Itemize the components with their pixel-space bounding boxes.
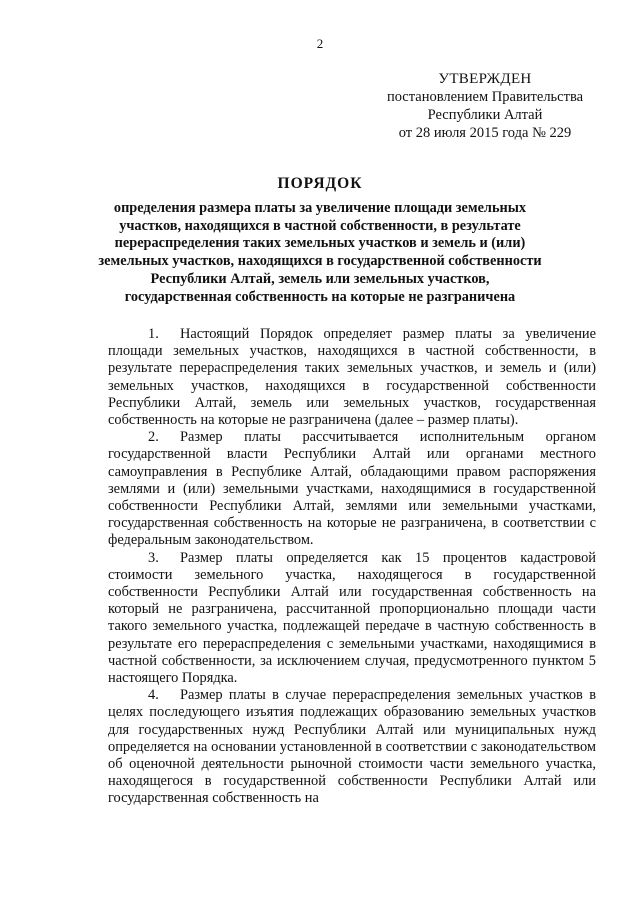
- document-title: ПОРЯДОК: [277, 175, 363, 192]
- approval-line-3: от 28 июля 2015 года № 229: [398, 125, 572, 141]
- paragraph-text: Размер платы в случае перераспределения земельных участков в целях последующего изъятия подлежащих образованию земельных участков для государственных нужд Республики Алтай или муниципальных нужд определяется на основании установленной в соответствии с законодательством об оценочной деятельности рыночной стоимости части земельного участка, находящегося в государственной собственности Республики Алтай или государственная собственность на: [108, 687, 596, 807]
- approval-line-1: постановлением Правительства: [386, 89, 584, 105]
- paragraph-number: 3.: [148, 549, 159, 566]
- paragraph-4: [108, 687, 596, 807]
- document-heading: [96, 174, 544, 306]
- paragraph-number: 4.: [148, 687, 159, 704]
- approval-stamp-block: [380, 70, 590, 142]
- paragraph-text: Размер платы рассчитывается исполнительным органом государственной власти Республики Алтай или органами местного самоуправления в Республике Алтай, обладающими правом распоряжения землями и (или) земельными участками, находящимися в государственной собственности Республики Алтай, землями или земельными участками, государственная собственность на которые не разграничена, в соответствии с федеральным законодательством.: [108, 429, 596, 549]
- paragraph-1: [108, 326, 596, 429]
- paragraph-number: 2.: [148, 429, 159, 446]
- page-number: 2: [316, 36, 324, 51]
- document-body: [108, 326, 596, 808]
- paragraph-text: Настоящий Порядок определяет размер платы за увеличение площади земельных участков, находящихся в частной собственности, в результате перераспределения таких земельных участков, и земель и (или) земельных участков, находящихся в государственной собственности Республики Алтай, земель или земельных участков, государственная собственность на которые не разграничена (далее – размер платы).: [108, 326, 596, 429]
- paragraph-text: Размер платы определяется как 15 процентов кадастровой стоимости земельного участка, находящегося в государственной собственности Республики Алтай или государственная собственность на который не разграничена, рассчитанной пропорционально площади части такого земельного участка, подлежащей передаче в частную собственность в результате его перераспределения с земельными участками, находящимися в частной собственности, за исключением случая, предусмотренного пунктом 5 настоящего Порядка.: [108, 549, 596, 687]
- paragraph-number: 1.: [148, 326, 159, 342]
- approval-line-2: Республики Алтай: [427, 107, 543, 123]
- approval-stamp: УТВЕРЖДЕН: [438, 71, 532, 87]
- paragraph-3: [108, 550, 596, 688]
- document-subtitle: определения размера платы за увеличение площади земельных участков, находящихся в частной собственности, в результате перераспределения таких земельных участков и земель и (или) земельных участков, находящихся в государственной собственности Республики Алтай, земель или земельных участков, государственная собственность на которые не разграничена: [98, 200, 542, 305]
- paragraph-2: [108, 429, 596, 549]
